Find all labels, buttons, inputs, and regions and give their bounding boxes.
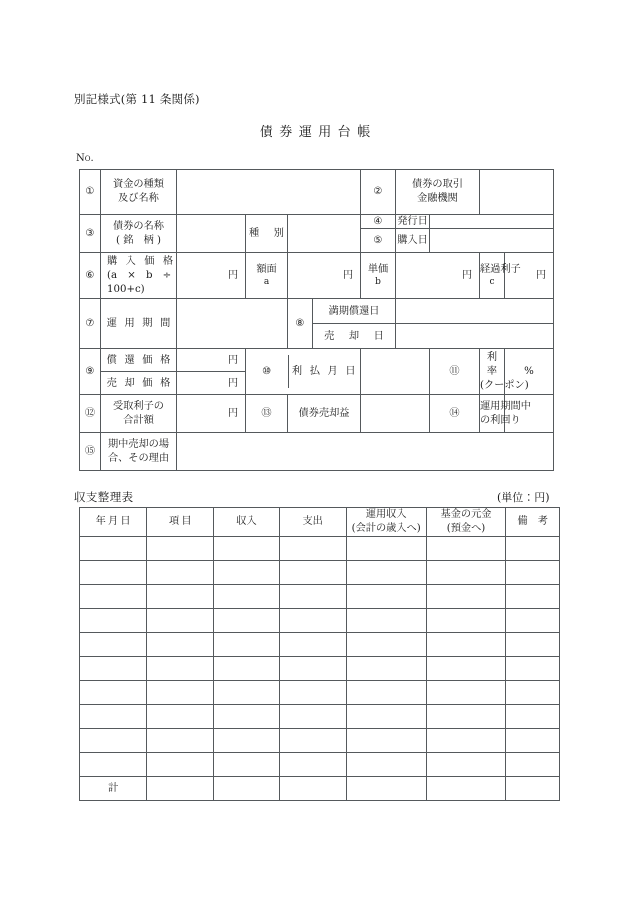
item-number-10: ⑩	[246, 349, 288, 395]
cell-item[interactable]	[147, 537, 214, 561]
cell-expense[interactable]	[279, 753, 346, 777]
cell-date[interactable]	[80, 729, 147, 753]
table-row	[80, 633, 560, 657]
cell-operating-income[interactable]	[346, 585, 426, 609]
cell-remarks[interactable]	[506, 729, 560, 753]
balance-total-row	[80, 777, 560, 801]
cell-expense[interactable]	[279, 633, 346, 657]
cell-date[interactable]	[80, 609, 147, 633]
cell-item[interactable]	[147, 561, 214, 585]
balance-table-body	[80, 537, 560, 801]
label-capital-gain-text: 債券売却益	[298, 408, 350, 420]
cell-expense[interactable]	[279, 681, 346, 705]
label-interest-payment-date	[288, 349, 361, 395]
cell-fund-principal[interactable]	[426, 681, 506, 705]
cell-item[interactable]	[147, 657, 214, 681]
column-header-item	[147, 508, 214, 537]
label-bond-type-text: 種 別	[249, 228, 287, 239]
cell-remarks[interactable]	[506, 681, 560, 705]
value-sale-date[interactable]	[396, 324, 554, 349]
cell-expense[interactable]	[279, 657, 346, 681]
item-number-12: ⑫	[80, 395, 101, 433]
cell-expense[interactable]	[279, 729, 346, 753]
cell-income[interactable]	[214, 561, 279, 585]
label-purchase-price-line1: 購 入 価 格	[107, 255, 176, 267]
label-bank-line2: 金融機関	[417, 193, 458, 204]
cell-total-label: 計	[80, 777, 147, 801]
label-face-value	[246, 253, 288, 299]
cell-income[interactable]	[214, 537, 279, 561]
cell-fund-principal[interactable]	[426, 609, 506, 633]
table-row	[80, 537, 560, 561]
label-bank	[396, 170, 480, 215]
value-purchase-price[interactable]	[177, 253, 246, 299]
label-purchase-price-line2: (a × b ÷	[107, 269, 172, 281]
label-interest-total	[101, 395, 177, 433]
cell-income[interactable]	[214, 609, 279, 633]
label-accrued-interest-text: 経過利子	[480, 264, 521, 276]
item-number-9: ⑨	[80, 349, 101, 395]
cell-fund-principal[interactable]	[426, 537, 506, 561]
cell-fund-principal[interactable]	[426, 585, 506, 609]
ledger-row-sale-reason	[80, 433, 554, 471]
item-number-2: ②	[361, 170, 396, 215]
value-term[interactable]	[177, 299, 288, 349]
cell-date[interactable]	[80, 657, 147, 681]
value-fund-type[interactable]	[177, 170, 361, 215]
cell-item[interactable]	[147, 705, 214, 729]
label-sale-date	[313, 324, 396, 349]
cell-date[interactable]	[80, 633, 147, 657]
form-code-label: 別記様式(第 11 条関係)	[74, 92, 200, 106]
label-yield-line2: の利回り	[480, 414, 521, 426]
cell-expense[interactable]	[279, 705, 346, 729]
item-number-5: ⑤	[361, 229, 396, 253]
cell-income[interactable]	[214, 705, 279, 729]
ledger-row-term-maturity	[80, 299, 554, 324]
unit-coupon-rate: %	[524, 366, 534, 378]
cell-item[interactable]	[147, 633, 214, 657]
column-header-operating-income-line1: 運用収入	[365, 509, 407, 521]
cell-date[interactable]	[80, 681, 147, 705]
unit-sale-price: 円	[227, 377, 238, 389]
serial-number-label: No.	[76, 153, 94, 164]
label-face-value-sub: a	[263, 277, 270, 288]
table-row	[80, 729, 560, 753]
cell-remarks[interactable]	[506, 585, 560, 609]
ledger-row-interest-total	[80, 395, 554, 433]
value-sale-reason[interactable]	[177, 433, 554, 471]
label-fund-type-line1: 資金の種類	[113, 178, 164, 190]
value-unit-price[interactable]	[396, 253, 480, 299]
label-unit-price-sub: b	[375, 277, 381, 288]
item-number-15: ⑮	[80, 433, 101, 471]
cell-operating-income[interactable]	[346, 657, 426, 681]
column-header-date	[80, 508, 147, 537]
cell-remarks[interactable]	[506, 633, 560, 657]
label-unit-price-text: 単価	[367, 264, 389, 276]
value-capital-gain[interactable]	[361, 395, 430, 433]
value-interest-total[interactable]	[177, 395, 246, 433]
cell-fund-principal[interactable]	[426, 705, 506, 729]
item-number-11: ⑪	[430, 349, 480, 395]
unit-unit-price: 円	[461, 270, 472, 282]
label-purchase-price-line3: 100+c)	[107, 283, 145, 295]
item-number-8: ⑧	[288, 299, 313, 349]
label-bond-name	[101, 215, 177, 253]
cell-remarks[interactable]	[506, 705, 560, 729]
item-number-6: ⑥	[80, 253, 101, 299]
value-face-value[interactable]	[288, 253, 361, 299]
cell-expense[interactable]	[279, 561, 346, 585]
cell-item[interactable]	[147, 681, 214, 705]
label-coupon-rate-line1: 利 率	[486, 351, 528, 377]
cell-remarks[interactable]	[506, 537, 560, 561]
unit-interest-total: 円	[227, 408, 238, 420]
ledger-row-fund-type	[80, 170, 554, 215]
table-row	[80, 657, 560, 681]
label-interest-total-line2: 合計額	[123, 414, 154, 426]
item-number-7: ⑦	[80, 299, 101, 349]
table-row	[80, 753, 560, 777]
cell-operating-income[interactable]	[346, 609, 426, 633]
cell-remarks[interactable]	[506, 561, 560, 585]
label-face-value-text: 額面	[256, 264, 277, 276]
table-row	[80, 585, 560, 609]
value-bond-name[interactable]	[177, 215, 246, 253]
unit-redemption-price: 円	[227, 354, 238, 366]
column-header-date-line1: 年月日	[95, 516, 133, 528]
column-header-expense-line1: 支出	[302, 516, 323, 528]
label-yield-line1: 運用期間中	[480, 400, 531, 412]
label-unit-price	[361, 253, 396, 299]
label-accrued-interest	[480, 253, 521, 299]
cell-date[interactable]	[80, 585, 147, 609]
column-header-fund-principal-line2: (預金へ)	[446, 523, 486, 534]
label-bond-type	[246, 215, 288, 253]
label-sale-price	[101, 372, 177, 395]
cell-total-income[interactable]	[214, 777, 279, 801]
label-redemption-price-text: 償 還 価 格	[106, 354, 173, 366]
cell-total-fund-principal[interactable]	[426, 777, 506, 801]
label-coupon-rate	[480, 349, 529, 395]
cell-income[interactable]	[214, 633, 279, 657]
value-issue-date[interactable]	[430, 215, 554, 229]
item-number-4: ④	[361, 215, 396, 229]
item-number-13: ⑬	[246, 395, 288, 433]
label-issue-date: 発行日	[397, 216, 428, 227]
label-coupon-rate-line2: (クーポン)	[480, 379, 529, 391]
cell-expense[interactable]	[279, 585, 346, 609]
label-term	[101, 299, 177, 349]
cell-date[interactable]	[80, 753, 147, 777]
label-capital-gain	[288, 395, 361, 433]
column-header-remarks-line1: 備 考	[517, 516, 548, 528]
value-redemption-price[interactable]	[177, 349, 246, 372]
cell-fund-principal[interactable]	[426, 633, 506, 657]
cell-remarks[interactable]	[506, 609, 560, 633]
label-sale-date-text: 売 却 日	[324, 330, 387, 342]
column-header-remarks	[506, 508, 560, 537]
label-purchase-date: 購入日	[396, 229, 430, 253]
cell-operating-income[interactable]	[346, 753, 426, 777]
cell-item[interactable]	[147, 585, 214, 609]
ledger-row-bond-name-issue	[80, 215, 554, 229]
cell-fund-principal[interactable]	[426, 561, 506, 585]
label-maturity-date: 満期償還日	[313, 299, 396, 324]
cell-income[interactable]	[214, 681, 279, 705]
label-bank-line1: 債券の取引	[412, 178, 463, 190]
cell-total-expense[interactable]	[279, 777, 346, 801]
column-header-operating-income-line2: (会計の歳入へ)	[351, 523, 421, 534]
label-sale-reason	[101, 433, 177, 471]
cell-operating-income[interactable]	[346, 537, 426, 561]
value-sale-price[interactable]	[177, 372, 246, 395]
cell-total-operating-income[interactable]	[346, 777, 426, 801]
unit-accrued-interest: 円	[535, 270, 546, 282]
page-title: 債券運用台帳	[259, 125, 377, 140]
cell-operating-income[interactable]	[346, 705, 426, 729]
cell-income[interactable]	[214, 585, 279, 609]
balance-header-row	[80, 508, 560, 537]
item-number-14: ⑭	[430, 395, 480, 433]
label-interest-payment-date-text: 利 払 月 日	[291, 366, 358, 378]
item-number-1: ①	[80, 170, 101, 215]
balance-table	[79, 507, 560, 801]
column-header-income-line1: 収入	[236, 516, 257, 528]
balance-section-title: 収支整理表	[74, 490, 134, 504]
unit-purchase-price: 円	[227, 270, 238, 282]
label-term-text: 運 用 期 間	[106, 318, 173, 330]
cell-total-remarks[interactable]	[506, 777, 560, 801]
cell-income[interactable]	[214, 753, 279, 777]
column-header-operating-income	[346, 508, 426, 537]
label-bond-name-line1: 債券の名称	[113, 220, 164, 232]
value-bank[interactable]	[480, 170, 554, 215]
column-header-fund-principal	[426, 508, 506, 537]
ledger-table	[79, 169, 554, 471]
label-fund-type	[101, 170, 177, 215]
value-accrued-interest[interactable]	[505, 253, 554, 299]
cell-fund-principal[interactable]	[426, 753, 506, 777]
column-header-income	[214, 508, 279, 537]
cell-operating-income[interactable]	[346, 633, 426, 657]
label-sale-reason-line2: 合、その理由	[107, 452, 170, 464]
cell-remarks[interactable]	[506, 753, 560, 777]
cell-operating-income[interactable]	[346, 681, 426, 705]
cell-operating-income[interactable]	[346, 561, 426, 585]
value-interest-payment-date[interactable]	[361, 349, 430, 395]
label-accrued-interest-sub: c	[489, 277, 495, 288]
cell-fund-principal[interactable]	[426, 657, 506, 681]
cell-total-item[interactable]	[147, 777, 214, 801]
table-row	[80, 705, 560, 729]
label-yield	[480, 395, 531, 433]
label-bond-name-line2: ( 銘 柄 )	[116, 234, 161, 246]
table-row	[80, 681, 560, 705]
column-header-fund-principal-line1: 基金の元金	[440, 509, 492, 521]
cell-item[interactable]	[147, 609, 214, 633]
interest-payment-divider	[288, 355, 289, 388]
item-number-3: ③	[80, 215, 101, 253]
table-row	[80, 609, 560, 633]
cell-item[interactable]	[147, 753, 214, 777]
balance-unit-note: (単位：円)	[497, 491, 550, 504]
value-purchase-date[interactable]	[430, 229, 554, 253]
cell-income[interactable]	[214, 729, 279, 753]
column-header-expense	[279, 508, 346, 537]
label-interest-total-line1: 受取利子の	[113, 400, 164, 412]
label-redemption-price	[101, 349, 177, 372]
cell-remarks[interactable]	[506, 657, 560, 681]
value-maturity-date[interactable]	[396, 299, 554, 324]
label-purchase-price	[101, 253, 177, 299]
ledger-row-purchase-price	[80, 253, 554, 299]
cell-date[interactable]	[80, 561, 147, 585]
cell-fund-principal[interactable]	[426, 729, 506, 753]
value-bond-type[interactable]	[288, 215, 361, 253]
column-header-item-line1: 項目	[169, 516, 194, 528]
unit-face-value: 円	[342, 270, 353, 282]
label-sale-reason-line1: 期中売却の場	[107, 438, 170, 450]
cell-item[interactable]	[147, 729, 214, 753]
table-row	[80, 561, 560, 585]
cell-date[interactable]	[80, 537, 147, 561]
cell-operating-income[interactable]	[346, 729, 426, 753]
cell-expense[interactable]	[279, 609, 346, 633]
ledger-row-redemption-price	[80, 349, 554, 372]
label-fund-type-line2: 及び名称	[118, 193, 159, 204]
cell-expense[interactable]	[279, 537, 346, 561]
cell-date[interactable]	[80, 705, 147, 729]
label-sale-price-text: 売 却 価 格	[106, 377, 173, 389]
cell-income[interactable]	[214, 657, 279, 681]
